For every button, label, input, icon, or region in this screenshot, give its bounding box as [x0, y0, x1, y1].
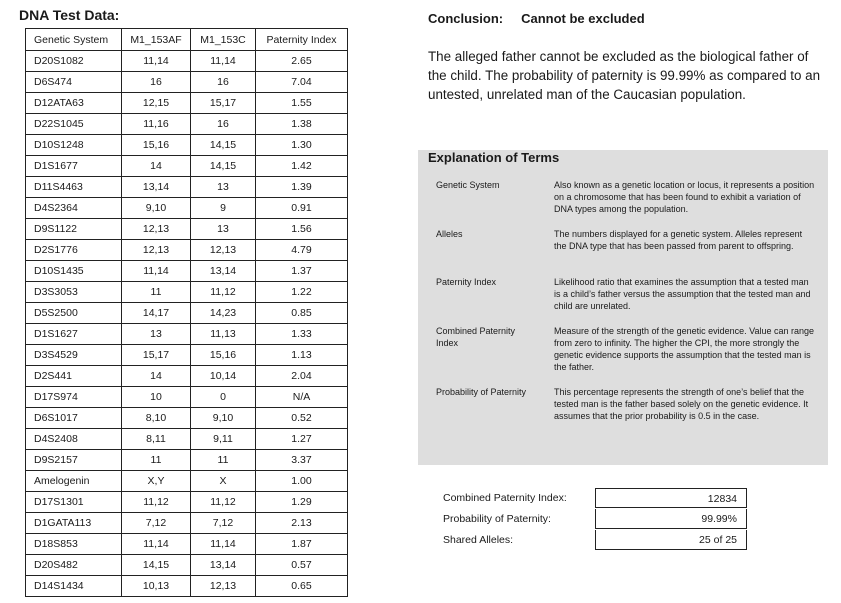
child-alleles-cell: 7,12 [191, 513, 256, 534]
genetic-system-cell: D17S974 [26, 387, 122, 408]
paternity-index-cell: 1.30 [256, 135, 348, 156]
paternity-index-cell: 1.39 [256, 177, 348, 198]
genetic-system-cell: D2S1776 [26, 240, 122, 261]
table-row [26, 51, 348, 72]
alleged-father-alleles-cell: 11 [122, 282, 191, 303]
alleged-father-alleles-cell: 13 [122, 324, 191, 345]
table-row [26, 114, 348, 135]
section-title-dna-test-data: DNA Test Data: [19, 7, 120, 23]
paternity-index-cell: 3.37 [256, 450, 348, 471]
paternity-index-cell: 2.04 [256, 366, 348, 387]
paternity-index-cell: 2.13 [256, 513, 348, 534]
totals-summary [443, 487, 747, 550]
definition-probability-of-paternity: This percentage represents the strength of one’s belief that the tested man is the father based solely on the genetic evidence. It assumes that the prior probability is 0.5 in the case. [554, 387, 809, 421]
child-alleles-cell: 13 [191, 219, 256, 240]
genetic-system-cell: D10S1248 [26, 135, 122, 156]
genetic-system-cell: Amelogenin [26, 471, 122, 492]
child-alleles-cell: 12,13 [191, 576, 256, 597]
column-header-alleged-father: M1_153AF [122, 29, 191, 51]
table-row [26, 576, 348, 597]
alleged-father-alleles-cell: X,Y [122, 471, 191, 492]
alleged-father-alleles-cell: 8,10 [122, 408, 191, 429]
paternity-index-cell: 1.55 [256, 93, 348, 114]
child-alleles-cell: 11 [191, 450, 256, 471]
genetic-system-cell: D20S1082 [26, 51, 122, 72]
definition-alleles: The numbers displayed for a genetic system. Alleles represent the DNA type that has been passed from parent to offspring. [554, 229, 803, 251]
alleged-father-alleles-cell: 9,10 [122, 198, 191, 219]
child-alleles-cell: 16 [191, 114, 256, 135]
table-row [26, 534, 348, 555]
table-row [26, 324, 348, 345]
child-alleles-cell: 11,12 [191, 492, 256, 513]
alleged-father-alleles-cell: 11,14 [122, 261, 191, 282]
alleged-father-alleles-cell: 12,15 [122, 93, 191, 114]
alleged-father-alleles-cell: 15,16 [122, 135, 191, 156]
genetic-system-cell: D9S2157 [26, 450, 122, 471]
child-alleles-cell: 9 [191, 198, 256, 219]
paternity-index-cell: 0.57 [256, 555, 348, 576]
column-header-genetic-system: Genetic System [26, 29, 122, 51]
shared-alleles-value: 25 of 25 [595, 530, 747, 550]
total-row-shared-alleles [443, 529, 747, 550]
genetic-system-cell: D20S482 [26, 555, 122, 576]
child-alleles-cell: 12,13 [191, 240, 256, 261]
paternity-index-cell: 0.91 [256, 198, 348, 219]
alleged-father-alleles-cell: 14 [122, 366, 191, 387]
table-row [26, 198, 348, 219]
cpi-label: Combined Paternity Index: [443, 491, 567, 504]
paternity-index-cell: 1.42 [256, 156, 348, 177]
dna-test-table [25, 28, 348, 597]
alleged-father-alleles-cell: 11,14 [122, 534, 191, 555]
alleged-father-alleles-cell: 8,11 [122, 429, 191, 450]
shared-alleles-label: Shared Alleles: [443, 533, 514, 546]
table-row [26, 429, 348, 450]
table-row [26, 387, 348, 408]
paternity-index-cell: 1.56 [256, 219, 348, 240]
term-genetic-system: Genetic System [436, 180, 500, 190]
genetic-system-cell: D6S1017 [26, 408, 122, 429]
table-row [26, 219, 348, 240]
child-alleles-cell: 9,10 [191, 408, 256, 429]
child-alleles-cell: 11,14 [191, 51, 256, 72]
genetic-system-cell: D12ATA63 [26, 93, 122, 114]
genetic-system-cell: D18S853 [26, 534, 122, 555]
paternity-index-cell: 4.79 [256, 240, 348, 261]
alleged-father-alleles-cell: 7,12 [122, 513, 191, 534]
conclusion-value: Cannot be excluded [521, 11, 645, 26]
conclusion [428, 11, 645, 26]
table-header-row [26, 29, 348, 51]
table-row [26, 135, 348, 156]
probability-label: Probability of Paternity: [443, 512, 551, 525]
probability-value: 99.99% [595, 509, 747, 529]
genetic-system-cell: D2S441 [26, 366, 122, 387]
table-row [26, 93, 348, 114]
paternity-index-cell: 0.65 [256, 576, 348, 597]
paternity-index-cell: 1.87 [256, 534, 348, 555]
genetic-system-cell: D22S1045 [26, 114, 122, 135]
paternity-index-cell: 1.00 [256, 471, 348, 492]
alleged-father-alleles-cell: 11,16 [122, 114, 191, 135]
genetic-system-cell: D6S474 [26, 72, 122, 93]
child-alleles-cell: 10,14 [191, 366, 256, 387]
paternity-index-cell: 2.65 [256, 51, 348, 72]
child-alleles-cell: 14,15 [191, 156, 256, 177]
definition-combined-paternity-index: Measure of the strength of the genetic evidence. Value can range from zero to infinity. The higher the CPI, the more strongly the genetic evidence supports the assumption that the tested man is the father. [554, 326, 815, 372]
term-combined-paternity-index: Combined Paternity Index [436, 326, 516, 348]
paternity-index-cell: 1.22 [256, 282, 348, 303]
table-row [26, 450, 348, 471]
table-row [26, 177, 348, 198]
alleged-father-alleles-cell: 13,14 [122, 177, 191, 198]
table-row [26, 303, 348, 324]
paternity-index-cell: 1.29 [256, 492, 348, 513]
alleged-father-alleles-cell: 11,14 [122, 51, 191, 72]
genetic-system-cell: D11S4463 [26, 177, 122, 198]
child-alleles-cell: 16 [191, 72, 256, 93]
child-alleles-cell: 14,15 [191, 135, 256, 156]
child-alleles-cell: X [191, 471, 256, 492]
table-row [26, 366, 348, 387]
genetic-system-cell: D17S1301 [26, 492, 122, 513]
genetic-system-cell: D3S3053 [26, 282, 122, 303]
child-alleles-cell: 14,23 [191, 303, 256, 324]
column-header-child: M1_153C [191, 29, 256, 51]
table-row [26, 555, 348, 576]
alleged-father-alleles-cell: 14 [122, 156, 191, 177]
genetic-system-cell: D1S1627 [26, 324, 122, 345]
paternity-index-cell: 1.27 [256, 429, 348, 450]
genetic-system-cell: D4S2408 [26, 429, 122, 450]
child-alleles-cell: 0 [191, 387, 256, 408]
explanation-of-terms-panel [418, 150, 828, 465]
child-alleles-cell: 13,14 [191, 261, 256, 282]
table-row [26, 156, 348, 177]
genetic-system-cell: D4S2364 [26, 198, 122, 219]
column-header-paternity-index: Paternity Index [256, 29, 348, 51]
table-row [26, 513, 348, 534]
alleged-father-alleles-cell: 12,13 [122, 219, 191, 240]
paternity-index-cell: 1.38 [256, 114, 348, 135]
paternity-index-cell: 0.85 [256, 303, 348, 324]
table-row [26, 261, 348, 282]
term-alleles: Alleles [436, 229, 463, 239]
paternity-index-cell: N/A [256, 387, 348, 408]
child-alleles-cell: 15,16 [191, 345, 256, 366]
child-alleles-cell: 11,13 [191, 324, 256, 345]
alleged-father-alleles-cell: 11 [122, 450, 191, 471]
alleged-father-alleles-cell: 16 [122, 72, 191, 93]
total-row-probability [443, 508, 747, 529]
table-row [26, 492, 348, 513]
cpi-value: 12834 [595, 488, 747, 508]
child-alleles-cell: 11,14 [191, 534, 256, 555]
genetic-system-cell: D14S1434 [26, 576, 122, 597]
table-row [26, 408, 348, 429]
child-alleles-cell: 13 [191, 177, 256, 198]
definition-genetic-system: Also known as a genetic location or locus, it represents a position on a chromosome that has been found to exhibit a variation of DNA types among the population. [554, 180, 815, 214]
term-probability-of-paternity: Probability of Paternity [436, 387, 527, 397]
paternity-index-cell: 1.33 [256, 324, 348, 345]
paternity-index-cell: 1.37 [256, 261, 348, 282]
definition-paternity-index: Likelihood ratio that examines the assumption that a tested man is a child’s father versus the assumption that the tested man and child are unrelated. [554, 277, 811, 311]
child-alleles-cell: 11,12 [191, 282, 256, 303]
total-row-cpi [443, 487, 747, 508]
term-paternity-index: Paternity Index [436, 277, 497, 287]
genetic-system-cell: D3S4529 [26, 345, 122, 366]
table-row [26, 282, 348, 303]
child-alleles-cell: 13,14 [191, 555, 256, 576]
genetic-system-cell: D5S2500 [26, 303, 122, 324]
child-alleles-cell: 15,17 [191, 93, 256, 114]
paternity-index-cell: 0.52 [256, 408, 348, 429]
child-alleles-cell: 9,11 [191, 429, 256, 450]
paternity-index-cell: 7.04 [256, 72, 348, 93]
table-row [26, 345, 348, 366]
alleged-father-alleles-cell: 10 [122, 387, 191, 408]
alleged-father-alleles-cell: 10,13 [122, 576, 191, 597]
alleged-father-alleles-cell: 15,17 [122, 345, 191, 366]
genetic-system-cell: D10S1435 [26, 261, 122, 282]
alleged-father-alleles-cell: 11,12 [122, 492, 191, 513]
alleged-father-alleles-cell: 14,15 [122, 555, 191, 576]
explanation-heading: Explanation of Terms [428, 150, 560, 165]
alleged-father-alleles-cell: 14,17 [122, 303, 191, 324]
genetic-system-cell: D1S1677 [26, 156, 122, 177]
table-row [26, 471, 348, 492]
table-row [26, 72, 348, 93]
alleged-father-alleles-cell: 12,13 [122, 240, 191, 261]
table-row [26, 240, 348, 261]
conclusion-label: Conclusion: [428, 11, 504, 26]
genetic-system-cell: D9S1122 [26, 219, 122, 240]
genetic-system-cell: D1GATA113 [26, 513, 122, 534]
conclusion-summary: The alleged father cannot be excluded as the biological father of the child. The probability of paternity is 99.99% as compared to an untested, unrelated man of the Caucasian population. [428, 49, 821, 102]
paternity-index-cell: 1.13 [256, 345, 348, 366]
